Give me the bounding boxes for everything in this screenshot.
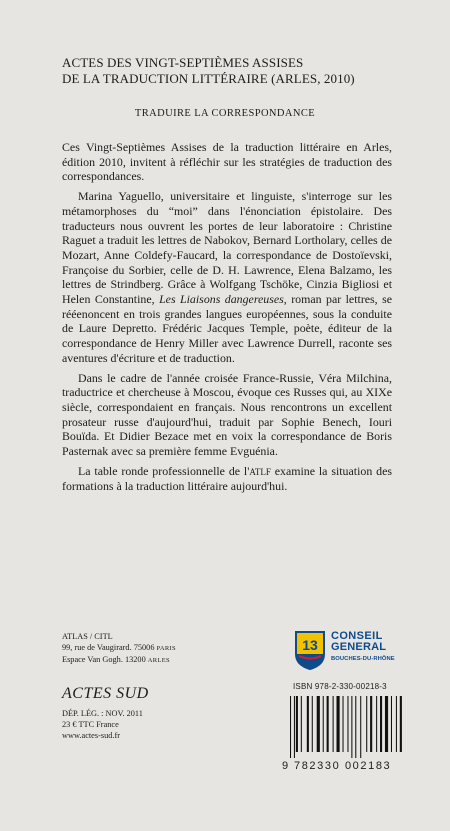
- barcode-bar: [333, 696, 334, 752]
- barcode-bar: [294, 696, 295, 758]
- italic-title: Les Liaisons dangereuses: [159, 292, 284, 307]
- blurb-text: , roman par lettres, se rééenoncent en trois grandes langues européennes, sous la conduite de Laure Depretto. Frédéric Jacques Temple, poète, éditeur de la correspondance de Henry Miller avec Lawrence Durrell, raconte ses aventures d'écriture et de traduction.: [62, 292, 393, 365]
- barcode-bar: [327, 696, 329, 752]
- blurb-paragraph-2: [62, 189, 392, 365]
- blurb-paragraph-1: Ces Vingt-Septièmes Assises de la traduction littéraire en Arles, édition 2010, invitent à réfléchir sur les stratégies de traduction des correspondances.: [62, 140, 392, 184]
- barcode-bar: [323, 696, 324, 752]
- blurb: [62, 140, 392, 499]
- blurb-text: siècle, correspondaient en français. Nous rencontrons un excellent prosateur russe d'aujourd'hui, traduit par Sophie Benech, Iouri Bouïda. Et Didier Bezace met en voix la correspondance de Boris Pasternak avec sa première femme Evguénia.: [62, 399, 392, 459]
- publisher-info: [62, 631, 176, 666]
- barcode-bar: [391, 696, 392, 752]
- blurb-paragraph-3: [62, 371, 392, 459]
- barcode-bar: [370, 696, 372, 752]
- barcode-bar: [317, 696, 320, 752]
- blurb-paragraph-4: [62, 464, 392, 494]
- department-badge-icon: [293, 630, 327, 670]
- wordmark-line-3: BOUCHES-DU-RHÔNE: [331, 656, 395, 662]
- publisher-address-1: [62, 642, 176, 654]
- series-title: [62, 55, 392, 87]
- address-text: 99, rue de Vaugirard. 75006: [62, 643, 157, 652]
- legal-deposit: DÉP. LÉG. : NOV. 2011: [62, 709, 143, 718]
- blurb-text: examine la situation des formations à la traduction littéraire aujourd'hui.: [62, 463, 392, 494]
- barcode-bar: [290, 696, 291, 758]
- address-text: Espace Van Gogh. 13200: [62, 655, 148, 664]
- publisher-name: ATLAS / CITL: [62, 632, 113, 641]
- century: XIXe: [365, 385, 392, 400]
- acronym: ATLF: [249, 466, 271, 477]
- blurb-text: Dans le cadre de l'année croisée France-Russie, Véra Milchina, traductrice et chercheuse à Moscou, évoque ces Russes qui, au: [62, 370, 392, 400]
- barcode-bar: [400, 696, 402, 752]
- blurb-text: Marina Yaguello, universitaire et linguiste, s'interroge sur les métamorphoses du “moi” dans l'énonciation épistolaire. Des traducteurs nous ouvrent les portes de leur laboratoire : Christine Raguet a traduit les lettres de Nabokov, Bernard Lortholary, celles de Mozart, Anne Coldefy-Faucard, la correspondance de Dostoïevski, Françoise du Sorbier, celle de D. H. Lawrence, Elena Balzamo, les lettres de Strindberg. Grâce à Wolfgang Tschöke, Cinzia Bigliosi et Helen Constantine,: [62, 189, 392, 307]
- barcode-bar: [343, 696, 344, 752]
- price: 23 € TTC France: [62, 720, 119, 729]
- barcode-bar: [307, 696, 309, 752]
- barcode-bar: [396, 696, 397, 752]
- city: ARLES: [147, 657, 170, 664]
- blurb-text: La table ronde professionnelle de l': [78, 463, 250, 478]
- legal-info: [62, 708, 143, 741]
- barcode-bar: [301, 696, 302, 752]
- publisher-address-2: [62, 654, 176, 666]
- barcode-bar: [376, 696, 377, 752]
- wordmark-line-2: GENERAL: [331, 641, 387, 653]
- book-title: TRADUIRE LA CORRESPONDANCE: [134, 108, 316, 119]
- barcode-bar: [337, 696, 340, 752]
- barcode-bar: [351, 696, 352, 758]
- barcode-bar: [385, 696, 388, 752]
- isbn: ISBN 978-2-330-00218-3: [293, 682, 387, 691]
- barcode-bar: [366, 696, 367, 752]
- barcode-bar: [296, 696, 298, 752]
- barcode-first-digit: 9: [282, 760, 290, 772]
- barcode-rest-digits: 782330 002183: [294, 760, 392, 772]
- conseil-general-logo: [293, 628, 403, 672]
- barcode-bars: [290, 696, 402, 758]
- conseil-general-wordmark: [331, 631, 395, 665]
- barcode-bar: [360, 696, 361, 758]
- series-title-line-2: DE LA TRADUCTION LITTÉRAIRE (ARLES, 2010): [62, 71, 355, 86]
- series-title-line-1: ACTES DES VINGT-SEPTIÈMES ASSISES: [62, 55, 304, 70]
- barcode-bar: [355, 696, 356, 758]
- wordmark-line-1: CONSEIL: [331, 630, 383, 642]
- barcode: [282, 696, 410, 772]
- barcode-bar: [347, 696, 348, 752]
- publisher-brand: ACTES SUD: [62, 685, 149, 702]
- barcode-bar: [380, 696, 382, 752]
- city: PARIS: [156, 645, 176, 652]
- badge-glyph: 13: [302, 637, 318, 653]
- barcode-bar: [312, 696, 313, 752]
- website: www.actes-sud.fr: [62, 731, 120, 740]
